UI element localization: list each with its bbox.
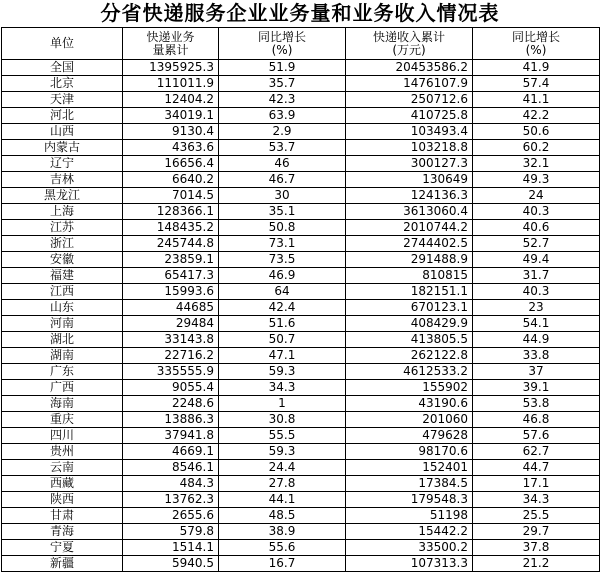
header-volume [123, 28, 219, 60]
cell-revenue: 130649 [346, 172, 473, 188]
header-revenue-line2: (万元) [392, 42, 426, 57]
cell-region: 山西 [2, 124, 123, 140]
cell-revenue-growth: 40.3 [473, 204, 600, 220]
cell-volume-growth: 42.4 [219, 300, 346, 316]
cell-volume: 8546.1 [123, 460, 219, 476]
cell-revenue: 179548.3 [346, 492, 473, 508]
cell-volume: 13886.3 [123, 412, 219, 428]
cell-volume: 1514.1 [123, 540, 219, 556]
cell-volume-growth: 44.1 [219, 492, 346, 508]
table-row [2, 316, 600, 332]
cell-revenue-growth: 44.7 [473, 460, 600, 476]
cell-region: 浙江 [2, 236, 123, 252]
cell-region: 青海 [2, 524, 123, 540]
header-revenue [346, 28, 473, 60]
cell-region: 河南 [2, 316, 123, 332]
cell-volume: 484.3 [123, 476, 219, 492]
table-row [2, 124, 600, 140]
cell-revenue-growth: 54.1 [473, 316, 600, 332]
cell-revenue: 2010744.2 [346, 220, 473, 236]
cell-revenue-growth: 41.9 [473, 60, 600, 76]
cell-volume: 12404.2 [123, 92, 219, 108]
cell-revenue: 103493.4 [346, 124, 473, 140]
cell-volume-growth: 27.8 [219, 476, 346, 492]
table-row [2, 380, 600, 396]
cell-revenue: 17384.5 [346, 476, 473, 492]
cell-volume-growth: 24.4 [219, 460, 346, 476]
cell-revenue: 152401 [346, 460, 473, 476]
cell-revenue: 51198 [346, 508, 473, 524]
cell-volume-growth: 48.5 [219, 508, 346, 524]
page-title: 分省快递服务企业业务量和业务收入情况表 [100, 1, 500, 25]
cell-volume: 5940.5 [123, 556, 219, 572]
cell-volume-growth: 50.8 [219, 220, 346, 236]
cell-revenue-growth: 49.3 [473, 172, 600, 188]
cell-revenue-growth: 25.5 [473, 508, 600, 524]
cell-revenue: 3613060.4 [346, 204, 473, 220]
cell-region: 海南 [2, 396, 123, 412]
cell-revenue: 107313.3 [346, 556, 473, 572]
cell-region: 江西 [2, 284, 123, 300]
table-row [2, 236, 600, 252]
cell-revenue-growth: 60.2 [473, 140, 600, 156]
cell-revenue-growth: 52.7 [473, 236, 600, 252]
cell-volume: 44685 [123, 300, 219, 316]
cell-volume: 37941.8 [123, 428, 219, 444]
cell-revenue: 103218.8 [346, 140, 473, 156]
cell-revenue: 182151.1 [346, 284, 473, 300]
cell-volume: 23859.1 [123, 252, 219, 268]
cell-volume: 335555.9 [123, 364, 219, 380]
cell-revenue: 98170.6 [346, 444, 473, 460]
cell-revenue-growth: 29.7 [473, 524, 600, 540]
cell-volume-growth: 42.3 [219, 92, 346, 108]
cell-volume-growth: 51.6 [219, 316, 346, 332]
cell-region: 贵州 [2, 444, 123, 460]
header-volume-growth [219, 28, 346, 60]
table-header-row [2, 28, 600, 60]
cell-revenue-growth: 23 [473, 300, 600, 316]
cell-revenue: 262122.8 [346, 348, 473, 364]
cell-revenue-growth: 44.9 [473, 332, 600, 348]
cell-revenue-growth: 34.3 [473, 492, 600, 508]
cell-revenue-growth: 57.6 [473, 428, 600, 444]
table-row [2, 332, 600, 348]
cell-volume-growth: 46.7 [219, 172, 346, 188]
header-volume-line2: 量累计 [152, 42, 189, 57]
cell-revenue: 15442.2 [346, 524, 473, 540]
header-unit: 单位 [2, 28, 123, 60]
table-row [2, 140, 600, 156]
cell-revenue-growth: 37.8 [473, 540, 600, 556]
cell-volume: 65417.3 [123, 268, 219, 284]
cell-revenue: 4612533.2 [346, 364, 473, 380]
header-revenue-growth [473, 28, 600, 60]
cell-volume-growth: 59.3 [219, 444, 346, 460]
cell-region: 全国 [2, 60, 123, 76]
cell-revenue: 43190.6 [346, 396, 473, 412]
table-body [2, 60, 600, 572]
cell-region: 内蒙古 [2, 140, 123, 156]
cell-volume-growth: 16.7 [219, 556, 346, 572]
cell-revenue: 670123.1 [346, 300, 473, 316]
cell-volume: 579.8 [123, 524, 219, 540]
cell-region: 河北 [2, 108, 123, 124]
cell-revenue-growth: 50.6 [473, 124, 600, 140]
cell-revenue: 20453586.2 [346, 60, 473, 76]
cell-volume: 245744.8 [123, 236, 219, 252]
cell-revenue-growth: 33.8 [473, 348, 600, 364]
table-row [2, 556, 600, 572]
cell-region: 广西 [2, 380, 123, 396]
cell-volume: 33143.8 [123, 332, 219, 348]
cell-revenue-growth: 40.6 [473, 220, 600, 236]
cell-region: 上海 [2, 204, 123, 220]
cell-volume-growth: 55.6 [219, 540, 346, 556]
cell-region: 重庆 [2, 412, 123, 428]
cell-revenue: 408429.9 [346, 316, 473, 332]
cell-revenue-growth: 57.4 [473, 76, 600, 92]
cell-volume-growth: 46 [219, 156, 346, 172]
cell-volume: 16656.4 [123, 156, 219, 172]
cell-volume-growth: 46.9 [219, 268, 346, 284]
table-row [2, 172, 600, 188]
cell-volume-growth: 2.9 [219, 124, 346, 140]
cell-volume: 13762.3 [123, 492, 219, 508]
cell-revenue-growth: 49.4 [473, 252, 600, 268]
cell-revenue-growth: 32.1 [473, 156, 600, 172]
cell-revenue-growth: 46.8 [473, 412, 600, 428]
header-volume-growth-line2: (%) [271, 42, 293, 57]
cell-revenue: 300127.3 [346, 156, 473, 172]
cell-volume: 7014.5 [123, 188, 219, 204]
table-row [2, 492, 600, 508]
cell-region: 黑龙江 [2, 188, 123, 204]
table-row [2, 396, 600, 412]
cell-volume-growth: 1 [219, 396, 346, 412]
cell-volume: 2655.6 [123, 508, 219, 524]
cell-volume-growth: 50.7 [219, 332, 346, 348]
cell-revenue: 33500.2 [346, 540, 473, 556]
cell-volume-growth: 30 [219, 188, 346, 204]
cell-revenue-growth: 41.1 [473, 92, 600, 108]
cell-region: 天津 [2, 92, 123, 108]
cell-volume: 2248.6 [123, 396, 219, 412]
cell-revenue: 124136.3 [346, 188, 473, 204]
table-row [2, 108, 600, 124]
cell-region: 陕西 [2, 492, 123, 508]
cell-region: 广东 [2, 364, 123, 380]
cell-revenue-growth: 31.7 [473, 268, 600, 284]
header-volume-line1: 快递业务 [146, 29, 195, 44]
cell-revenue: 291488.9 [346, 252, 473, 268]
cell-volume: 34019.1 [123, 108, 219, 124]
cell-volume-growth: 73.5 [219, 252, 346, 268]
cell-region: 福建 [2, 268, 123, 284]
cell-volume: 128366.1 [123, 204, 219, 220]
cell-volume-growth: 63.9 [219, 108, 346, 124]
table-row [2, 476, 600, 492]
cell-revenue-growth: 39.1 [473, 380, 600, 396]
cell-region: 甘肃 [2, 508, 123, 524]
table-row [2, 460, 600, 476]
cell-volume: 29484 [123, 316, 219, 332]
table-row [2, 252, 600, 268]
cell-volume-growth: 51.9 [219, 60, 346, 76]
cell-region: 云南 [2, 460, 123, 476]
cell-revenue-growth: 24 [473, 188, 600, 204]
table-row [2, 428, 600, 444]
header-volume-growth-line1: 同比增长 [257, 29, 306, 44]
table-row [2, 268, 600, 284]
table-row [2, 300, 600, 316]
cell-revenue: 250712.6 [346, 92, 473, 108]
cell-revenue: 1476107.9 [346, 76, 473, 92]
table-row [2, 92, 600, 108]
cell-volume-growth: 55.5 [219, 428, 346, 444]
table-row [2, 156, 600, 172]
cell-revenue: 410725.8 [346, 108, 473, 124]
cell-volume: 4363.6 [123, 140, 219, 156]
cell-region: 湖南 [2, 348, 123, 364]
table-row [2, 412, 600, 428]
cell-region: 山东 [2, 300, 123, 316]
table-row [2, 444, 600, 460]
cell-region: 吉林 [2, 172, 123, 188]
cell-revenue: 413805.5 [346, 332, 473, 348]
cell-volume-growth: 38.9 [219, 524, 346, 540]
cell-region: 北京 [2, 76, 123, 92]
cell-volume: 4669.1 [123, 444, 219, 460]
cell-volume-growth: 34.3 [219, 380, 346, 396]
table-row [2, 220, 600, 236]
cell-volume-growth: 35.1 [219, 204, 346, 220]
cell-revenue-growth: 40.3 [473, 284, 600, 300]
table-row [2, 508, 600, 524]
cell-region: 四川 [2, 428, 123, 444]
cell-volume-growth: 35.7 [219, 76, 346, 92]
cell-volume-growth: 59.3 [219, 364, 346, 380]
express-stats-table [1, 27, 600, 572]
cell-revenue: 155902 [346, 380, 473, 396]
cell-revenue: 810815 [346, 268, 473, 284]
cell-volume: 9055.4 [123, 380, 219, 396]
cell-revenue-growth: 53.8 [473, 396, 600, 412]
cell-volume: 22716.2 [123, 348, 219, 364]
cell-region: 新疆 [2, 556, 123, 572]
cell-volume: 15993.6 [123, 284, 219, 300]
table-row [2, 76, 600, 92]
table-row [2, 524, 600, 540]
cell-revenue: 201060 [346, 412, 473, 428]
cell-revenue-growth: 21.2 [473, 556, 600, 572]
table-row [2, 348, 600, 364]
cell-revenue: 479628 [346, 428, 473, 444]
cell-volume-growth: 47.1 [219, 348, 346, 364]
cell-region: 安徽 [2, 252, 123, 268]
cell-volume: 9130.4 [123, 124, 219, 140]
table-row [2, 204, 600, 220]
cell-revenue-growth: 37 [473, 364, 600, 380]
cell-volume-growth: 30.8 [219, 412, 346, 428]
cell-region: 辽宁 [2, 156, 123, 172]
cell-volume-growth: 73.1 [219, 236, 346, 252]
table-row [2, 540, 600, 556]
cell-region: 西藏 [2, 476, 123, 492]
header-revenue-line1: 快递收入累计 [372, 29, 445, 44]
cell-volume: 1395925.3 [123, 60, 219, 76]
cell-volume-growth: 64 [219, 284, 346, 300]
table-row [2, 188, 600, 204]
cell-region: 湖北 [2, 332, 123, 348]
cell-revenue-growth: 62.7 [473, 444, 600, 460]
cell-region: 宁夏 [2, 540, 123, 556]
table-row [2, 284, 600, 300]
header-revenue-growth-line1: 同比增长 [511, 29, 560, 44]
cell-volume: 111011.9 [123, 76, 219, 92]
cell-volume: 6640.2 [123, 172, 219, 188]
table-row [2, 364, 600, 380]
cell-revenue-growth: 17.1 [473, 476, 600, 492]
cell-revenue: 2744402.5 [346, 236, 473, 252]
header-revenue-growth-line2: (%) [525, 42, 547, 57]
table-row [2, 60, 600, 76]
cell-revenue-growth: 42.2 [473, 108, 600, 124]
cell-volume-growth: 53.7 [219, 140, 346, 156]
cell-region: 江苏 [2, 220, 123, 236]
cell-volume: 148435.2 [123, 220, 219, 236]
